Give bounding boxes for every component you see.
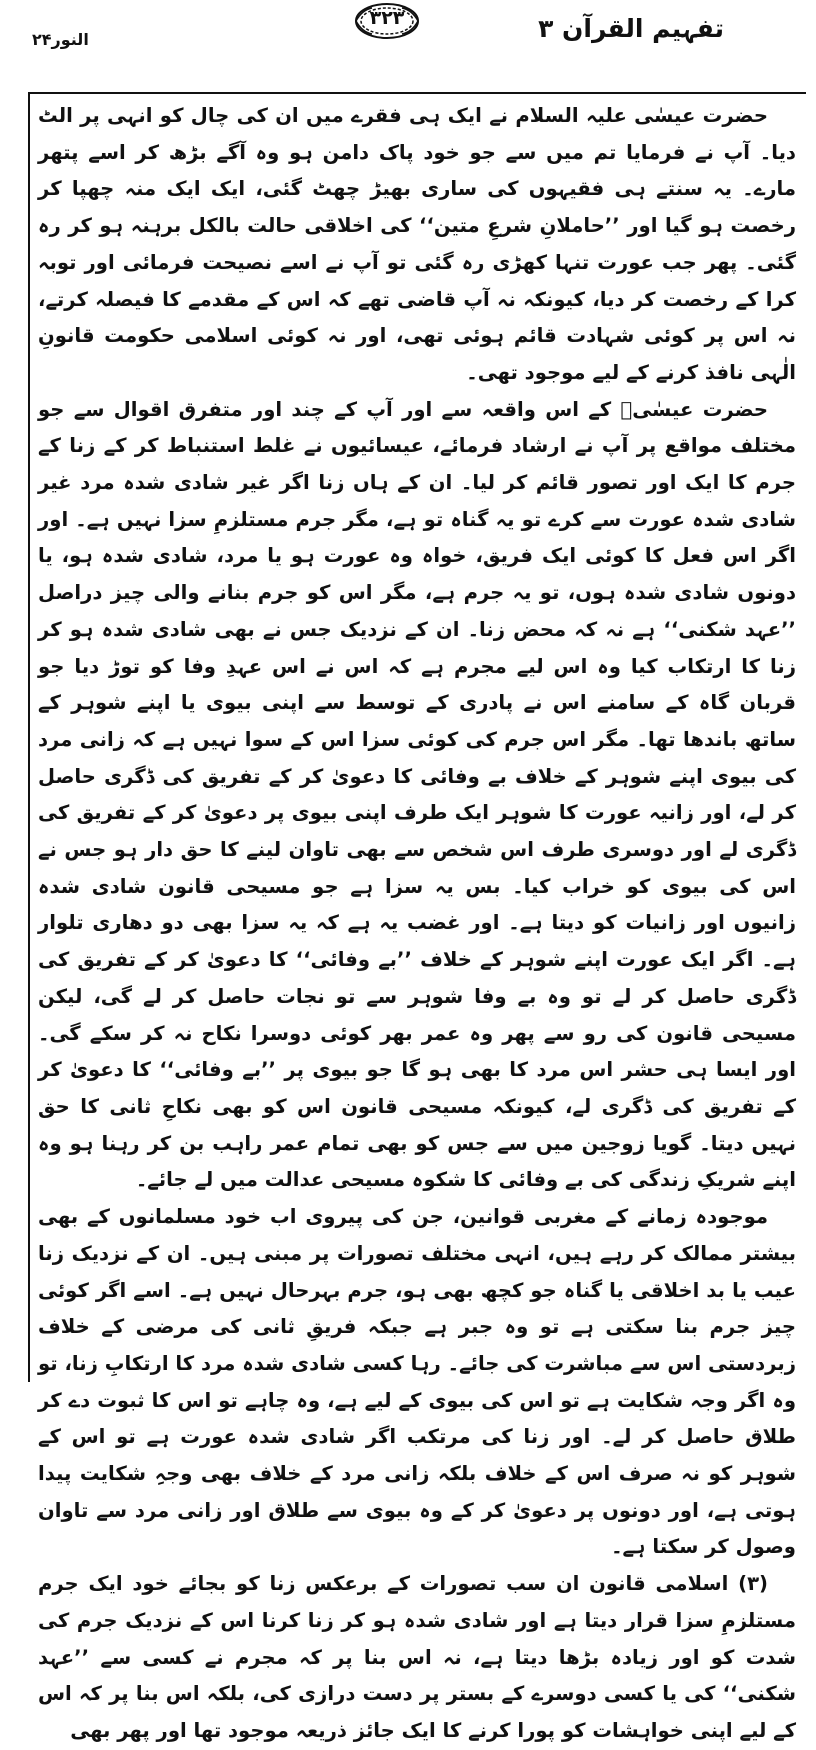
surah-reference: النور۲۴ (32, 30, 89, 49)
paragraph: حضرت عیسٰی علیہ السلام نے ایک ہی فقرے میں ان کی چال کو انہی پر الٹ دیا۔ آپ نے فرمایا تم میں سے جو خود پاک دامن ہو وہ آگے بڑھ کر اسے پتھر مارے۔ یہ سنتے ہی فقیہوں کی ساری بھیڑ چھٹ گئی، ایک ایک منہ چھپا کر رخصت ہو گیا اور ’’حاملانِ شرعِ متین‘‘ کی اخلاقی حالت بالکل برہنہ ہو کر رہ گئی۔ پھر جب عورت تنہا کھڑی رہ گئی تو آپ نے اسے نصیحت فرمائی اور توبہ کرا کے رخصت کر دیا، کیونکہ نہ آپ قاضی تھے کہ اس کے مقدمے کا فیصلہ کرتے، نہ اس پر کوئی شہادت قائم ہوئی تھی، اور نہ کوئی اسلامی حکومت قانونِ الٰہی نافذ کرنے کے لیے موجود تھی۔ (38, 104, 796, 384)
page-number: ۳۲۳ (369, 7, 405, 29)
paragraph: موجودہ زمانے کے مغربی قوانین، جن کی پیروی اب خود مسلمانوں کے بھی بیشتر ممالک کر رہے ہیں، انہی مختلف تصورات پر مبنی ہیں۔ ان کے نزدیک زنا عیب یا بد اخلاقی یا گناہ جو کچھ بھی ہو، جرم بہرحال نہیں ہے۔ اسے اگر کوئی چیز جرم بنا سکتی ہے تو وہ جبر ہے جبکہ فریقِ ثانی کی مرضی کے خلاف زبردستی اس سے مباشرت کی جائے۔ رہا کسی شادی شدہ مرد کا ارتکابِ زنا، تو وہ اگر وجہ شکایت ہے تو اس کی بیوی کے لیے ہے، وہ چاہے تو اس کا ثبوت دے کر طلاق حاصل کر لے۔ اور زنا کی مرتکب اگر شادی شدہ عورت ہے تو اس کے شوہر کو نہ صرف اس کے خلاف بلکہ زانی مرد کے خلاف بھی وجہِ شکایت پیدا ہوتی ہے، اور دونوں پر دعویٰ کر کے وہ بیوی سے طلاق اور زانی مرد سے تاوان وصول کر سکتا ہے۔ (38, 1205, 796, 1559)
paragraph: حضرت عیسٰیؑ کے اس واقعہ سے اور آپ کے چند اور متفرق اقوال سے جو مختلف مواقع پر آپ نے ارشاد فرمائے، عیسائیوں نے غلط استنباط کر کے زنا کے جرم کا ایک اور تصور قائم کر لیا۔ ان کے ہاں زنا اگر غیر شادی شدہ مرد غیر شادی شدہ عورت سے کرے تو یہ گناہ تو ہے، مگر جرم مستلزمِ سزا نہیں ہے۔ اور اگر اس فعل کا کوئی ایک فریق، خواہ وہ عورت ہو یا مرد، شادی شدہ ہو، یا دونوں شادی شدہ ہوں، تو یہ جرم ہے، مگر اس کو جرم بنانے والی چیز دراصل ’’عہد شکنی‘‘ ہے نہ کہ محض زنا۔ ان کے نزدیک جس نے بھی شادی شدہ ہو کر زنا کا ارتکاب کیا وہ اس لیے مجرم ہے کہ اس نے اس عہدِ وفا کو توڑ دیا جو قربان گاہ کے سامنے اس نے پادری کے توسط سے اپنی بیوی یا اپنے شوہر کے ساتھ باندھا تھا۔ مگر اس جرم کی کوئی سزا اس کے سوا نہیں ہے کہ زانی مرد کی بیوی اپنے شوہر کے خلاف بے وفائی کا دعویٰ کر کے تفریق کی ڈگری حاصل کر لے، اور زانیہ عورت کا شوہر ایک طرف اپنی بیوی پر دعویٰ کر کے تفریق کی ڈگری لے اور دوسری طرف اس شخص سے بھی تاوان لینے کا حق دار ہو جس نے اس کی بیوی کو خراب کیا۔ بس یہ سزا ہے جو مسیحی قانون شادی شدہ زانیوں اور زانیات کو دیتا ہے۔ اور غضب یہ ہے کہ یہ سزا بھی دو دھاری تلوار ہے۔ اگر ایک عورت اپنے شوہر کے خلاف ’’بے وفائی‘‘ کا دعویٰ کر کے تفریق کی ڈگری حاصل کر لے تو وہ بے وفا شوہر سے تو نجات حاصل کر لے گی، لیکن مسیحی قانون کی رو سے پھر وہ عمر بھر کوئی دوسرا نکاح نہ کر سکے گی۔ اور ایسا ہی حشر اس مرد کا بھی ہو گا جو بیوی پر ’’بے وفائی‘‘ کا دعویٰ کر کے تفریق کی ڈگری لے، کیونکہ مسیحی قانون اس کو بھی نکاحِ ثانی کا حق نہیں دیتا۔ گویا زوجین میں سے جس کو بھی تمام عمر راہب بن کر رہنا ہو وہ اپنے شریکِ زندگی کی بے وفائی کا شکوہ مسیحی عدالت میں لے جائے۔ (38, 397, 796, 1192)
paragraph: (۳) اسلامی قانون ان سب تصورات کے برعکس زنا کو بجائے خود ایک جرم مستلزمِ سزا قرار دیتا ہے اور شادی شدہ ہو کر زنا کرنا اس کے نزدیک جرم کی شدت کو اور زیادہ بڑھا دیتا ہے، نہ اس بنا پر کہ مجرم نے کسی سے ’’عہد شکنی‘‘ کی یا کسی دوسرے کے بستر پر دست درازی کی، بلکہ اس بنا پر کہ اس کے لیے اپنی خواہشات کو پورا کرنے کا ایک جائز ذریعہ موجود تھا اور پھر بھی (38, 1572, 796, 1742)
page-header (0, 0, 816, 92)
body-text (38, 98, 796, 1750)
running-title: تفہیم القرآن ۳ (538, 14, 724, 43)
page-number-badge (354, 2, 420, 40)
